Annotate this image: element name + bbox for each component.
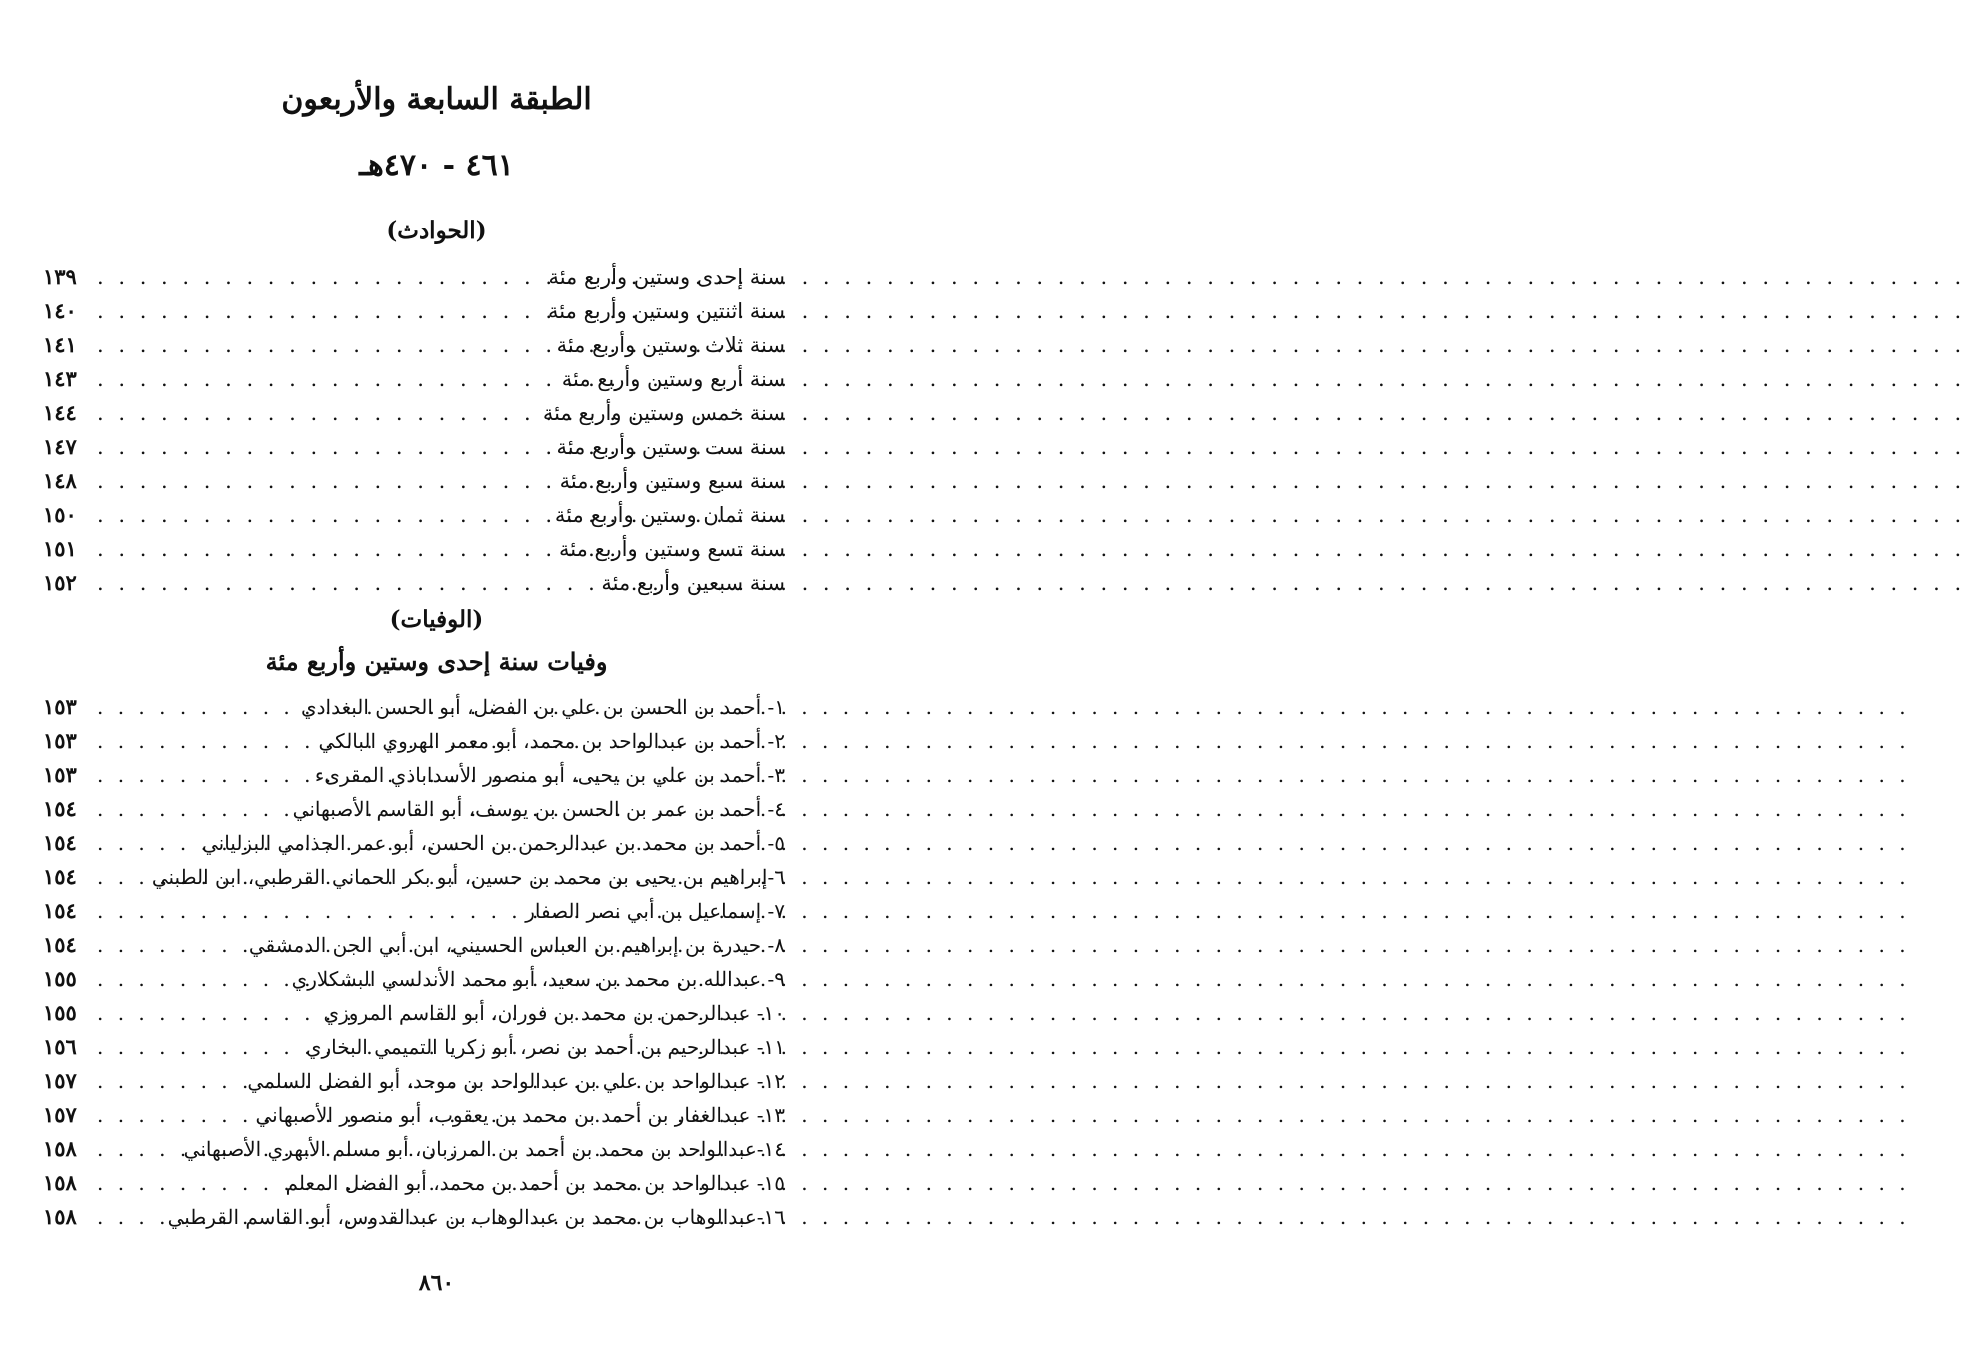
entry-page: ١٥٣: [43, 694, 77, 719]
leader-dots: [89, 328, 557, 362]
deaths-entry: [43, 1098, 785, 1132]
deaths-entry: [43, 996, 785, 1030]
deaths-entry: [43, 894, 785, 928]
deaths-entry: [43, 1132, 785, 1166]
events-list: [43, 260, 785, 600]
deaths-heading: (الوفيات): [389, 606, 484, 633]
deaths-entry: [43, 1030, 785, 1064]
entry-page: ١٤٤: [43, 400, 77, 425]
events-entry: [43, 260, 785, 294]
entry-page: ١٤٧: [43, 434, 77, 459]
entry-label: سنة ثمان وستين وأربع مئة: [554, 503, 785, 527]
leader-dots: [89, 962, 292, 996]
entry-page: ١٥٥: [43, 966, 77, 991]
deaths-subheading: وفيات سنة إحدى وستين وأربع مئة: [265, 647, 608, 676]
entry-label: سنة سبعين وأربع مئة: [601, 571, 785, 595]
entry-label: ١٦-عبدالوهاب بن محمد بن عبدالوهاب بن عبدالقدوس، أبو القاسم القرطبي: [167, 1205, 785, 1229]
leader-dots: [89, 464, 560, 498]
leader-dots: [89, 294, 548, 328]
deaths-entry: [43, 962, 785, 996]
deaths-entry: [43, 724, 785, 758]
entry-label: سنة تسع وستين وأربع مئة: [558, 537, 785, 561]
leader-dots: [89, 362, 562, 396]
leader-dots: [89, 1064, 247, 1098]
leader-dots: [89, 928, 249, 962]
events-entry: [43, 532, 785, 566]
entry-page: ١٥٤: [43, 864, 77, 889]
entry-page: ١٥٧: [43, 1102, 77, 1127]
entry-page: ١٣٩: [43, 264, 77, 289]
entry-page: ١٥٤: [43, 898, 77, 923]
entry-page: ١٥٦: [43, 1034, 77, 1059]
events-entry: [43, 294, 785, 328]
entry-page: ١٥١: [43, 536, 77, 561]
leader-dots: [89, 430, 557, 464]
events-entry: [43, 498, 785, 532]
entry-label: ٤- أحمد بن عمر بن الحسن بن يوسف، أبو القاسم الأصبهاني: [292, 797, 785, 821]
events-heading: (الحوادث): [386, 217, 487, 244]
entry-page: ١٥٧: [43, 1068, 77, 1093]
leader-dots: [89, 1098, 255, 1132]
entry-label: ٢- أحمد بن عبدالواحد بن محمد، أبو معمر الهروي البالكي: [318, 729, 785, 753]
leader-dots: [89, 1030, 306, 1064]
entry-page: ١٥٢: [43, 570, 77, 595]
entry-label: ٣- أحمد بن علي بن يحيى، أبو منصور الأسداباذي المقرىء: [314, 763, 785, 787]
entry-label: سنة سبع وستين وأربع مئة: [559, 469, 785, 493]
entry-page: ١٥٣: [43, 762, 77, 787]
entry-page: ١٥٠: [43, 502, 77, 527]
entry-page: ١٤١: [43, 332, 77, 357]
entry-page: ١٥٨: [43, 1170, 77, 1195]
leader-dots: [89, 396, 543, 430]
entry-page: ١٤٠: [43, 298, 77, 323]
leader-dots: [89, 498, 555, 532]
leader-dots: [89, 1166, 286, 1200]
entry-label: ١١- عبدالرحيم بن أحمد بن نصر، أبو زكريا التميمي البخاري: [305, 1035, 785, 1059]
entry-label: ١٤-عبدالواحد بن محمد بن أحمد بن المرزبان، أبو مسلم الأبهري الأصبهاني: [183, 1137, 785, 1161]
entry-label: سنة أربع وستين وأربع مئة: [561, 367, 785, 391]
year-range: ٤٦١ - ٤٧٠هـ: [359, 148, 514, 183]
deaths-entry: [43, 826, 785, 860]
leader-dots: [89, 996, 323, 1030]
page-title: الطبقة السابعة والأربعون: [281, 82, 592, 117]
events-entry: [43, 396, 785, 430]
leader-dots: [89, 860, 152, 894]
book-page: [0, 0, 873, 1365]
entry-page: ١٥٣: [43, 728, 77, 753]
deaths-list: [43, 690, 785, 1234]
deaths-entry: [43, 792, 785, 826]
events-entry: [43, 464, 785, 498]
entry-label: سنة اثنتين وستين وأربع مئة: [548, 299, 785, 323]
leader-dots: [89, 724, 318, 758]
leader-dots: [89, 1132, 184, 1166]
leader-dots: [89, 894, 525, 928]
deaths-entry: [43, 758, 785, 792]
deaths-entry: [43, 690, 785, 724]
leader-dots: [89, 1200, 168, 1234]
entry-label: ١٣- عبدالغفار بن أحمد بن محمد بن يعقوب، أبو منصور الأصبهاني: [255, 1103, 785, 1127]
leader-dots: [89, 690, 301, 724]
entry-label: ١٠- عبدالرحمن بن محمد بن فوران، أبو القاسم المروزي: [323, 1001, 785, 1025]
leader-dots: [89, 532, 559, 566]
entry-label: ٦-إبراهيم بن يحيى بن محمد بن حسين، أبو بكر الحماني القرطبي، ابن الطبني: [151, 865, 785, 889]
leader-dots: [89, 758, 315, 792]
leader-dots: [89, 566, 601, 600]
deaths-entry: [43, 1166, 785, 1200]
events-entry: [43, 430, 785, 464]
entry-page: ١٥٤: [43, 932, 77, 957]
deaths-entry: [43, 860, 785, 894]
leader-dots: [89, 826, 202, 860]
entry-page: ١٥٤: [43, 796, 77, 821]
deaths-entry: [43, 1064, 785, 1098]
leader-dots: [89, 792, 293, 826]
entry-label: سنة ست وستين وأربع مئة: [556, 435, 785, 459]
entry-label: ١٢- عبدالواحد بن علي بن عبدالواحد بن موحد، أبو الفضل السلمي: [247, 1069, 785, 1093]
events-entry: [43, 362, 785, 396]
entry-page: ١٥٥: [43, 1000, 77, 1025]
leader-dots: [89, 260, 548, 294]
page-number: ٨٦٠: [418, 1270, 455, 1296]
events-entry: [43, 566, 785, 600]
entry-page: ١٥٤: [43, 830, 77, 855]
entry-label: ٨- حيدرة بن إبراهيم بن العباس الحسيني، ابن أبي الجن الدمشقي: [248, 933, 785, 957]
entry-page: ١٥٨: [43, 1136, 77, 1161]
entry-label: ٩- عبدالله بن محمد بن سعيد، أبو محمد الأندلسي البشكلاري: [291, 967, 785, 991]
deaths-entry: [43, 928, 785, 962]
entry-label: ١٥- عبدالواحد بن محمد بن أحمد بن محمد، أبو الفضل المعلم: [285, 1171, 785, 1195]
entry-page: ١٥٨: [43, 1204, 77, 1229]
entry-label: ١- أحمد بن الحسن بن علي بن الفضل، أبو الحسن البغدادي: [300, 695, 785, 719]
entry-label: ٥- أحمد بن محمد بن عبدالرحمن بن الحسن، أبو عمر الجذامي البزلياني: [201, 831, 785, 855]
events-entry: [43, 328, 785, 362]
entry-label: سنة ثلاث وستين وأربع مئة: [556, 333, 785, 357]
deaths-entry: [43, 1200, 785, 1234]
entry-label: سنة خمس وستين وأربع مئة: [542, 401, 785, 425]
entry-label: سنة إحدى وستين وأربع مئة: [548, 265, 785, 289]
entry-page: ١٤٨: [43, 468, 77, 493]
entry-label: ٧- إسماعيل بن أبي نصر الصفار: [525, 899, 785, 923]
entry-page: ١٤٣: [43, 366, 77, 391]
